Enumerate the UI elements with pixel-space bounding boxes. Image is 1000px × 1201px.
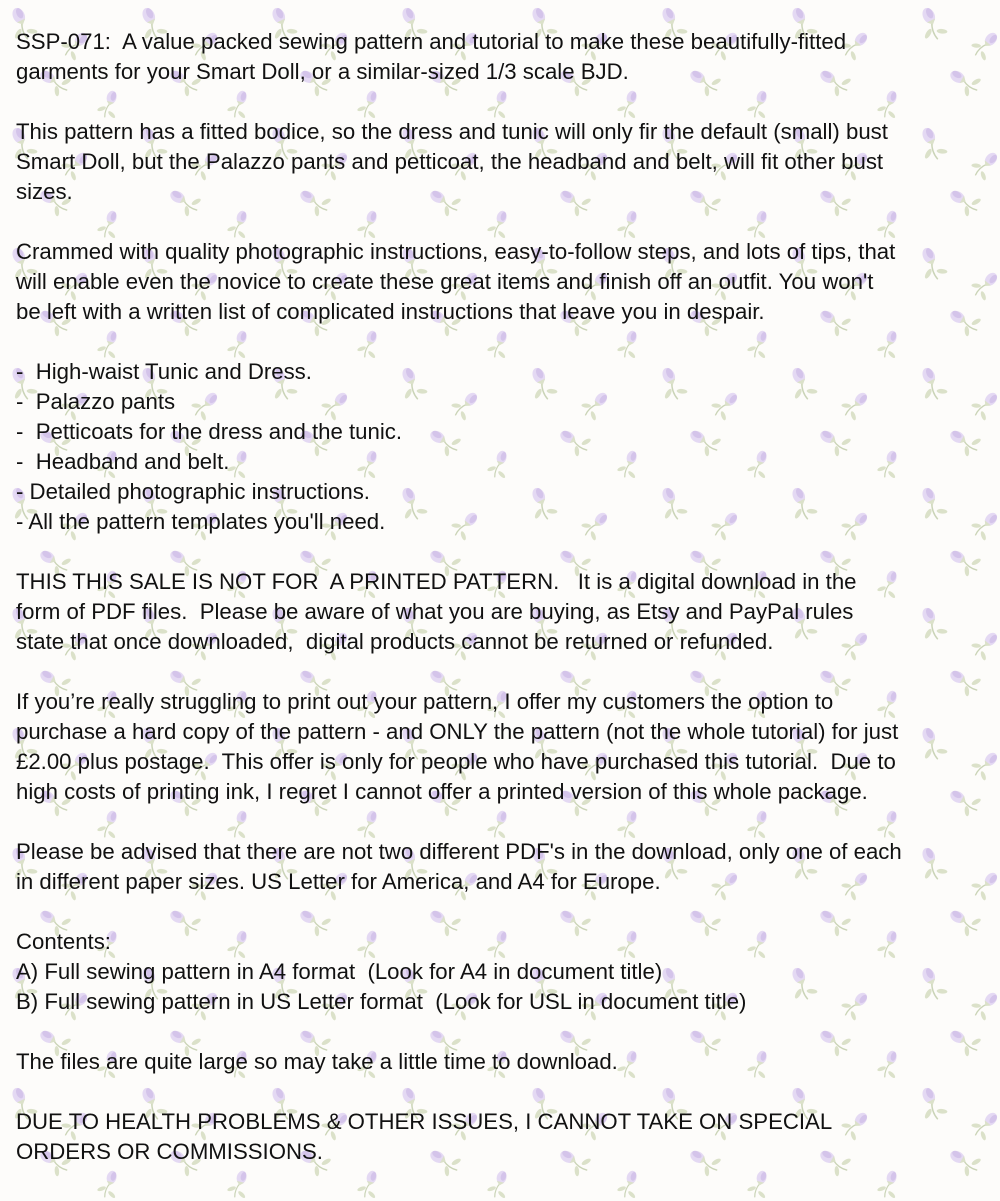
text-line: garments for your Smart Doll, or a similar-sized 1/3 scale BJD. bbox=[16, 59, 629, 84]
paragraph-hard-copy-offer bbox=[16, 687, 991, 807]
text-line: The files are quite large so may take a little time to download. bbox=[16, 1049, 618, 1074]
text-line: DUE TO HEALTH PROBLEMS & OTHER ISSUES, I CANNOT TAKE ON SPECIAL bbox=[16, 1109, 833, 1134]
text-line: THIS THIS SALE IS NOT FOR A PRINTED PATTERN. It is a digital download in the bbox=[16, 569, 857, 594]
text-line: be left with a written list of complicated instructions that leave you in despair. bbox=[16, 299, 765, 324]
text-line: SSP-071: A value packed sewing pattern and tutorial to make these beautifully-fitted bbox=[16, 29, 847, 54]
list-item: - Headband and belt. bbox=[16, 449, 230, 474]
paragraph-file-size-note bbox=[16, 1047, 991, 1077]
text-line: sizes. bbox=[16, 179, 73, 204]
paragraph-contents bbox=[16, 927, 991, 1017]
paragraph-intro bbox=[16, 27, 991, 87]
text-line: ORDERS OR COMMISSIONS. bbox=[16, 1139, 323, 1164]
text-line: Smart Doll, but the Palazzo pants and petticoat, the headband and belt, will fit other bust bbox=[16, 149, 884, 174]
text-line: B) Full sewing pattern in US Letter format (Look for USL in document title) bbox=[16, 989, 747, 1014]
list-item: - Palazzo pants bbox=[16, 389, 176, 414]
text-line: state that once downloaded, digital products cannot be returned or refunded. bbox=[16, 629, 774, 654]
paragraph-instructions-note bbox=[16, 237, 991, 327]
text-line: purchase a hard copy of the pattern - and ONLY the pattern (not the whole tutorial) for just bbox=[16, 719, 899, 744]
text-line: Contents: bbox=[16, 929, 111, 954]
text-line: form of PDF files. Please be aware of what you are buying, as Etsy and PayPal rules bbox=[16, 599, 854, 624]
list-item: - All the pattern templates you'll need. bbox=[16, 509, 386, 534]
text-line: Please be advised that there are not two different PDF's in the download, only one of each bbox=[16, 839, 902, 864]
paragraph-items-list bbox=[16, 357, 991, 537]
text-line: This pattern has a fitted bodice, so the dress and tunic will only fir the default (small) bust bbox=[16, 119, 888, 144]
text-line: A) Full sewing pattern in A4 format (Look for A4 in document title) bbox=[16, 959, 663, 984]
paragraph-digital-notice bbox=[16, 567, 991, 657]
text-line: If you’re really struggling to print out your pattern, I offer my customers the option to bbox=[16, 689, 834, 714]
text-line: in different paper sizes. US Letter for America, and A4 for Europe. bbox=[16, 869, 661, 894]
listing-description bbox=[16, 27, 991, 1197]
list-item: - Petticoats for the dress and the tunic. bbox=[16, 419, 403, 444]
paragraph-fit-note bbox=[16, 117, 991, 207]
paragraph-health-notice bbox=[16, 1107, 991, 1167]
list-item: - High-waist Tunic and Dress. bbox=[16, 359, 312, 384]
list-item: - Detailed photographic instructions. bbox=[16, 479, 370, 504]
text-line: Crammed with quality photographic instructions, easy-to-follow steps, and lots of tips, that bbox=[16, 239, 896, 264]
text-line: high costs of printing ink, I regret I cannot offer a printed version of this whole package. bbox=[16, 779, 868, 804]
text-line: £2.00 plus postage. This offer is only for people who have purchased this tutorial. Due to bbox=[16, 749, 896, 774]
text-line: will enable even the novice to create these great items and finish off an outfit. You won't bbox=[16, 269, 874, 294]
paragraph-pdf-advice bbox=[16, 837, 991, 897]
